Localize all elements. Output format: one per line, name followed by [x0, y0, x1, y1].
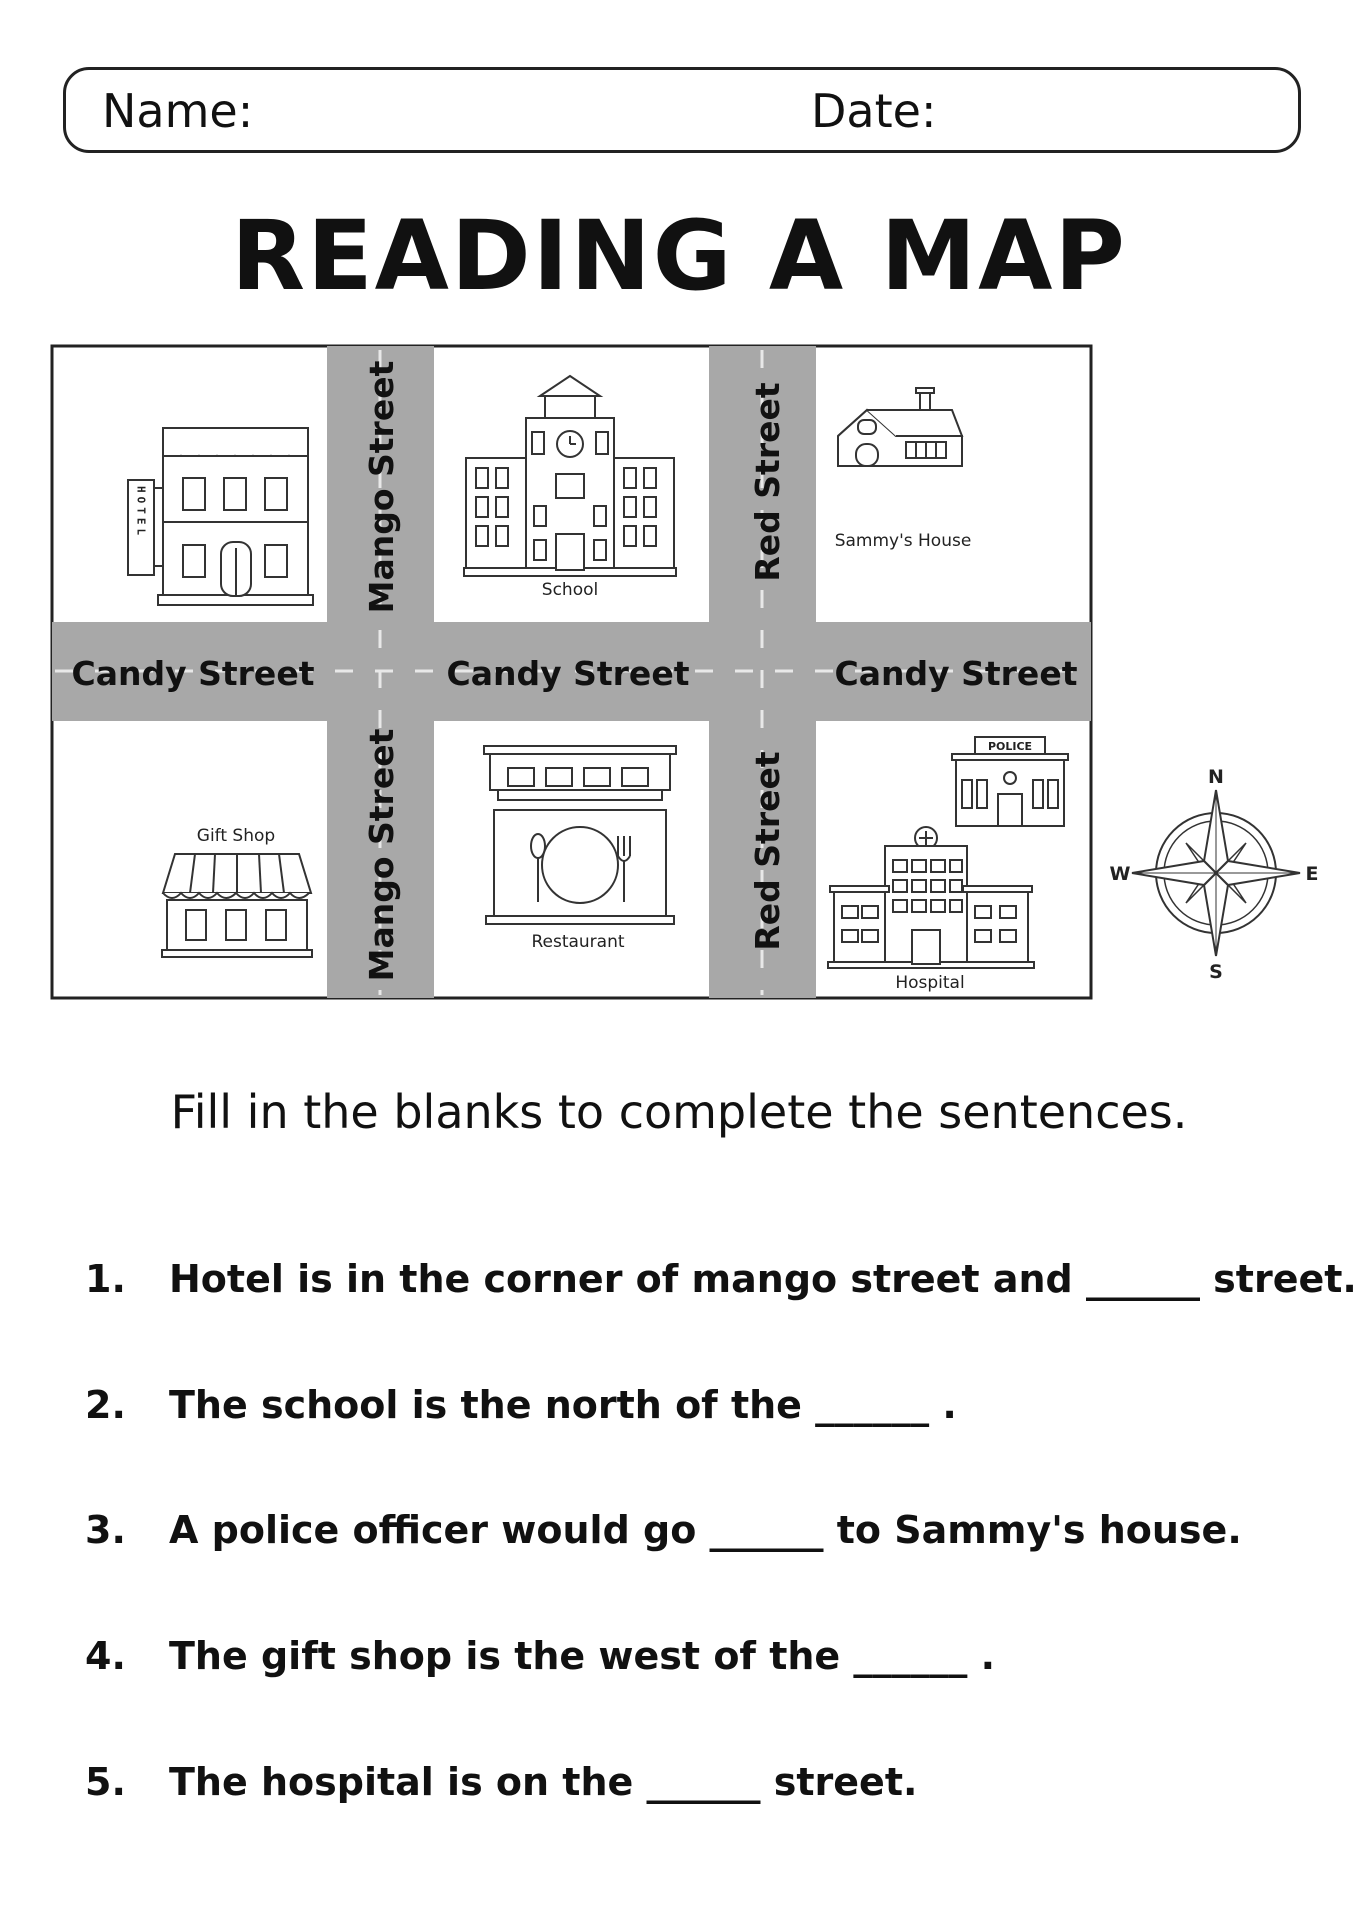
page-title: READING A MAP [231, 200, 1127, 312]
question-number: 5. [85, 1760, 126, 1804]
question-number: 1. [85, 1257, 126, 1301]
question-number: 3. [85, 1508, 126, 1552]
question-number: 4. [85, 1634, 126, 1678]
question-text: A police officer would go ______ to Sammy's house. [169, 1508, 1242, 1552]
sammys-house-label: Sammy's House [834, 531, 972, 551]
restaurant-label: Restaurant [531, 932, 625, 952]
candy-street-label-left: Candy Street [71, 654, 315, 693]
date-label: Date: [811, 84, 937, 138]
red-street-label-bottom: Red Street [748, 751, 787, 951]
restaurant-building [484, 746, 676, 924]
compass-rose [1132, 790, 1300, 956]
hospital-label: Hospital [895, 973, 965, 993]
police-sign: POLICE [987, 740, 1033, 753]
red-street-label-top: Red Street [748, 382, 787, 582]
hotel-sign: HOTEL [134, 486, 148, 540]
gift-shop-label: Gift Shop [196, 826, 276, 846]
question-text: The gift shop is the west of the ______ . [169, 1634, 996, 1678]
question-text: The hospital is on the ______ street. [169, 1760, 918, 1804]
compass-west: W [1109, 863, 1131, 885]
instructions: Fill in the blanks to complete the sentences. [170, 1085, 1188, 1139]
compass-south: S [1209, 961, 1223, 983]
school-label: School [541, 580, 599, 600]
question-5 [85, 1760, 917, 1804]
compass-east: E [1305, 863, 1319, 885]
candy-street-label-mid: Candy Street [446, 654, 690, 693]
candy-street-label-right: Candy Street [834, 654, 1078, 693]
question-text: Hotel is in the corner of mango street and ______ street. [169, 1257, 1357, 1301]
question-4 [85, 1634, 995, 1678]
question-1 [85, 1257, 1357, 1301]
name-label: Name: [102, 84, 254, 138]
compass-north: N [1208, 766, 1224, 788]
question-text: The school is the north of the ______ . [169, 1383, 957, 1427]
gift-shop-building [162, 854, 312, 957]
question-number: 2. [85, 1383, 126, 1427]
mango-street-label-bottom: Mango Street [362, 728, 401, 982]
mango-street-label-top: Mango Street [362, 360, 401, 614]
question-2 [85, 1383, 957, 1427]
question-3 [85, 1508, 1242, 1552]
